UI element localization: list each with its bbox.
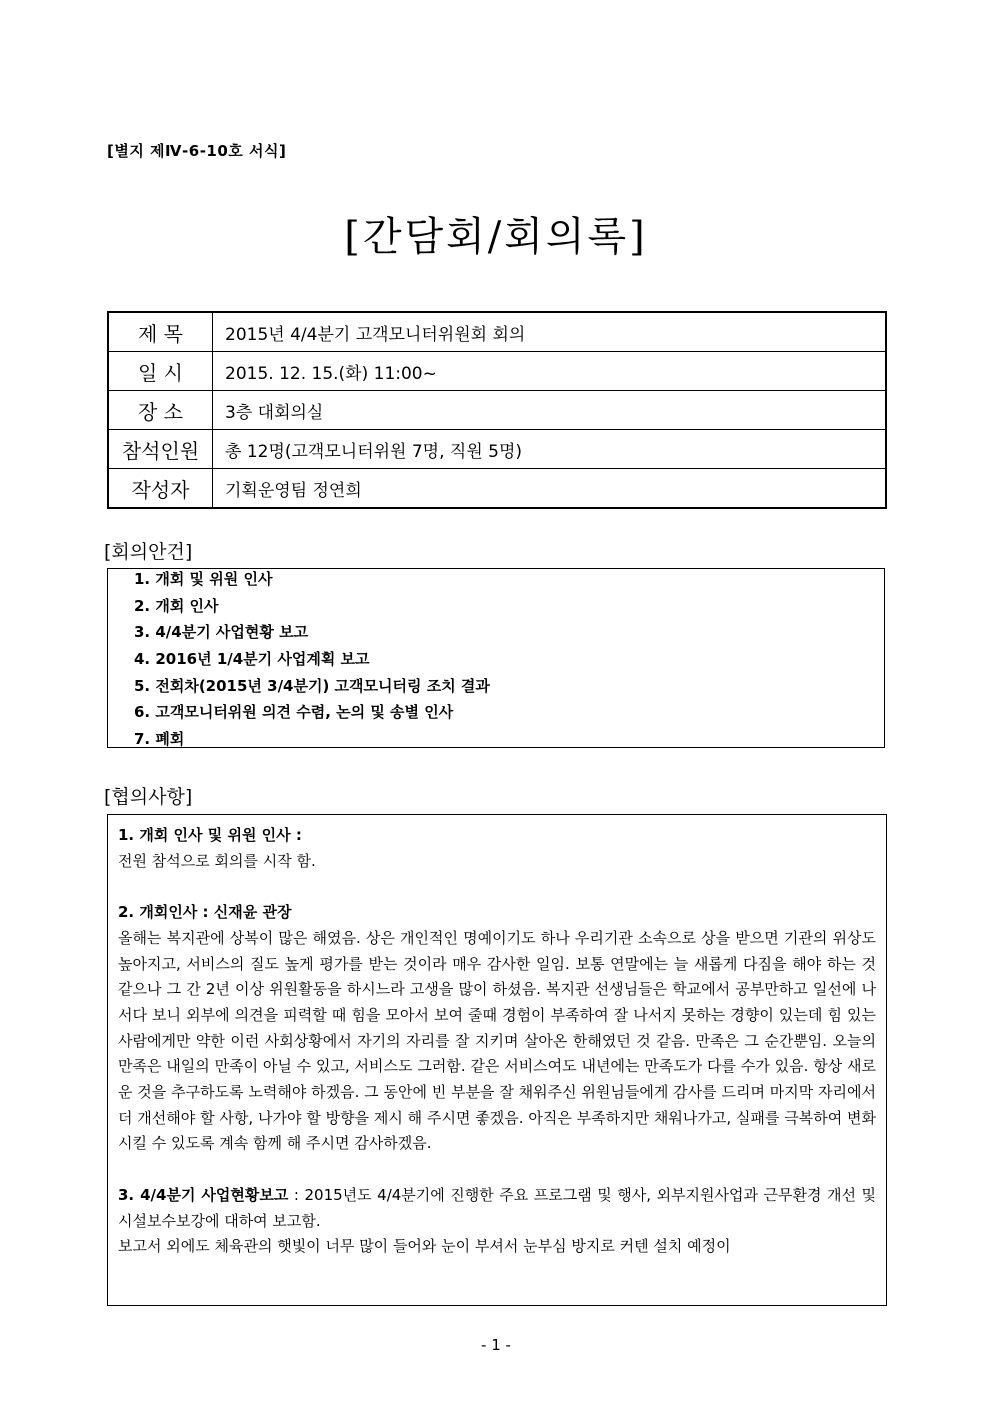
agenda-list bbox=[107, 568, 885, 748]
agenda-item: 2. 개회 인사 bbox=[134, 596, 219, 615]
note-title: 1. 개회 인사 및 위원 인사 : bbox=[118, 826, 302, 844]
form-code: [별지 제Ⅳ-6-10호 서식] bbox=[107, 142, 287, 160]
agenda-item: 4. 2016년 1/4분기 사업계획 보고 bbox=[134, 650, 370, 669]
agenda-heading: [회의안건] bbox=[104, 541, 193, 563]
note-title: 2. 개회인사 : 신재윤 관장 bbox=[118, 903, 292, 922]
agenda-item: 5. 전회차(2015년 3/4분기) 고객모니터링 조치 결과 bbox=[134, 676, 490, 695]
info-row-author bbox=[108, 469, 886, 509]
info-label: 제 목 bbox=[108, 312, 213, 352]
agenda-item: 1. 개회 및 위원 인사 bbox=[134, 570, 273, 588]
discussion-notes bbox=[107, 814, 887, 1306]
note-body: : 2015년도 4/4분기에 진행한 주요 프로그램 및 행사, 외부지원사업과 근무환경 개선 및 시설보수보강에 대하여 보고함. bbox=[118, 1185, 877, 1230]
info-row-subject bbox=[108, 312, 886, 352]
info-row-datetime bbox=[108, 352, 886, 391]
info-label: 장 소 bbox=[108, 391, 213, 430]
info-value: 기획운영팀 정연희 bbox=[213, 469, 887, 509]
note-body: 전원 참석으로 회의를 시작 함. bbox=[118, 851, 316, 870]
info-label: 작성자 bbox=[108, 469, 213, 509]
agenda-item: 6. 고객모니터위원 의견 수렴, 논의 및 송별 인사 bbox=[134, 703, 454, 722]
info-value: 2015년 4/4분기 고객모니터위원회 회의 bbox=[213, 312, 887, 352]
document-title: [간담회/회의록] bbox=[344, 214, 648, 260]
info-value: 2015. 12. 15.(화) 11:00~ bbox=[213, 352, 887, 391]
info-row-place bbox=[108, 391, 886, 430]
info-value: 총 12명(고객모니터위원 7명, 직원 5명) bbox=[213, 430, 887, 469]
meeting-info-table bbox=[107, 311, 887, 509]
note-body: 보고서 외에도 체육관의 햇빛이 너무 많이 들어와 눈이 부셔서 눈부심 방지로 커텐 설치 예정이 bbox=[118, 1237, 731, 1256]
note-body: 올해는 복지관에 상복이 많은 해였음. 상은 개인적인 명예이기도 하나 우리기관 소속으로 상을 받으면 기관의 위상도 높아지고, 서비스의 질도 높게 평가를 받는 것이라 매우 감사한 일임. 보통 연말에는 늘 새롭게 다짐을 해야 하는 것 같으나 그 간 2년 이상 위원활동을 하시느라 고생을 많이 하셨음. 복지관 선생님들은 학교에서 공부만하고 일선에 나서다 보니 외부에 의견을 피력할 때 힘을 모아서 보여 줄때 경험이 부족하여 잘 나서지 못하는 경향이 있는데 힘 있는 사람에게만 약한 이런 사회상황에서 자기의 자리를 잘 지키며 살아온 한해였던 것 같음. 만족은 그 순간뿐임. 오늘의 만족은 내일의 만족이 아닐 수 있고, 서비스도 그러함. 같은 서비스여도 내년에는 만족도가 다를 수가 있음. 항상 새로운 것을 추구하도록 노력해야 하겠음. 그 동안에 빈 부분을 잘 채워주신 위원님들에게 감사를 드리며 마지막 자리에서 더 개선해야 할 사항, 나가야 할 방향을 제시 해 주시면 좋겠음. 아직은 부족하지만 채워나가고, 실패를 극복하여 변화시킬 수 있도록 계속 함께 해 주시면 감사하겠음. bbox=[118, 928, 876, 1153]
page-number: - 1 - bbox=[481, 1336, 511, 1354]
info-label: 참석인원 bbox=[108, 430, 213, 469]
agenda-item: 3. 4/4분기 사업현황 보고 bbox=[134, 623, 309, 642]
notes-heading: [협의사항] bbox=[104, 786, 193, 808]
note-title: 3. 4/4분기 사업현황보고 bbox=[118, 1185, 289, 1204]
info-label: 일 시 bbox=[108, 352, 213, 391]
info-value: 3층 대회의실 bbox=[213, 391, 887, 430]
agenda-item: 7. 폐회 bbox=[134, 730, 185, 749]
info-row-attendees bbox=[108, 430, 886, 469]
